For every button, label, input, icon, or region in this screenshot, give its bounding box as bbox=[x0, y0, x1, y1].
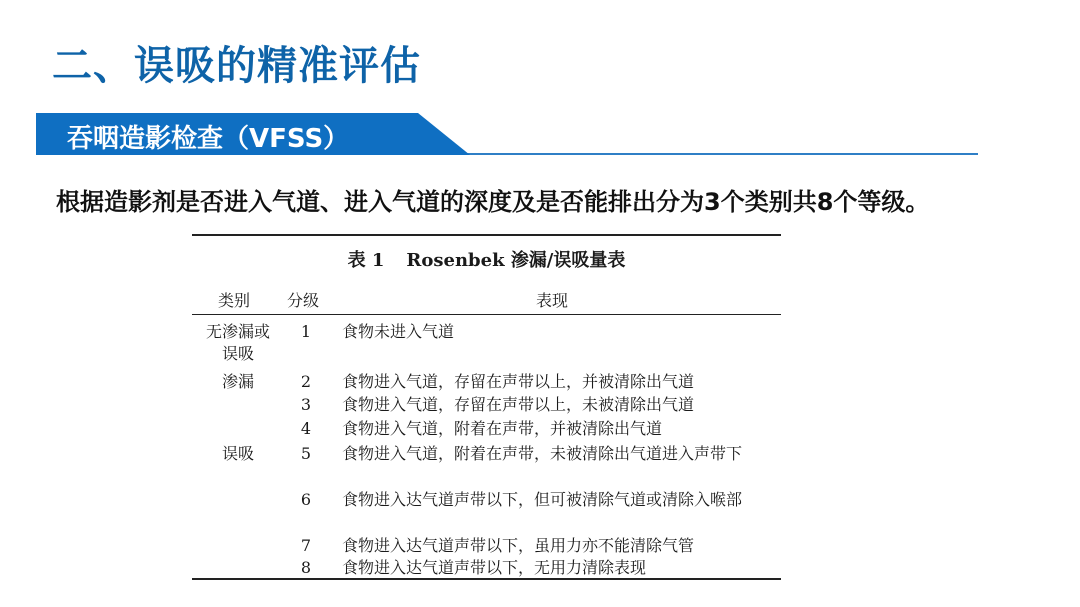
category-penetration: 渗漏 bbox=[221, 372, 254, 391]
row-grade: 6 bbox=[300, 490, 312, 509]
intro-text: 根据造影剂是否进入气道、进入气道的深度及是否能排出分为3个类别共8个等级。 bbox=[56, 188, 930, 216]
row-description: 食物未进入气道 bbox=[342, 322, 455, 341]
table-caption-text: Rosenbek 渗漏/误吸量表 bbox=[406, 250, 626, 271]
row-grade: 3 bbox=[300, 395, 312, 414]
category-none-line2: 误吸 bbox=[221, 344, 254, 363]
row-grade: 1 bbox=[300, 322, 312, 341]
row-description: 食物进入达气道声带以下，虽用力亦不能清除气管 bbox=[342, 536, 695, 555]
row-description: 食物进入达气道声带以下，但可被清除气道或清除入喉部 bbox=[342, 490, 743, 509]
header-category: 类别 bbox=[218, 291, 251, 310]
row-grade: 7 bbox=[300, 536, 312, 555]
table-header-rule bbox=[192, 314, 781, 315]
row-grade: 8 bbox=[300, 558, 312, 577]
row-grade: 4 bbox=[300, 419, 312, 438]
row-grade: 2 bbox=[300, 372, 312, 391]
row-description: 食物进入气道，附着在声带，未被清除出气道进入声带下 bbox=[342, 444, 743, 463]
category-none-line1: 无渗漏或 bbox=[205, 322, 270, 341]
section-heading: 吞咽造影检查（VFSS） bbox=[67, 124, 350, 154]
row-description: 食物进入气道，存留在声带以上，并被清除出气道 bbox=[342, 372, 695, 391]
table-top-rule bbox=[192, 234, 781, 236]
table-bottom-rule bbox=[192, 578, 781, 580]
header-description: 表现 bbox=[536, 291, 569, 310]
table-caption-number: 表 1 bbox=[347, 250, 385, 271]
row-description: 食物进入气道，存留在声带以上，未被清除出气道 bbox=[342, 395, 695, 414]
table-caption bbox=[192, 246, 781, 272]
row-grade: 5 bbox=[300, 444, 312, 463]
row-description: 食物进入达气道声带以下，无用力清除表现 bbox=[342, 558, 647, 577]
category-aspiration: 误吸 bbox=[221, 444, 254, 463]
row-description: 食物进入气道，附着在声带，并被清除出气道 bbox=[342, 419, 663, 438]
header-grade: 分级 bbox=[287, 291, 320, 310]
slide-title: 二、误吸的精准评估 bbox=[52, 43, 421, 89]
